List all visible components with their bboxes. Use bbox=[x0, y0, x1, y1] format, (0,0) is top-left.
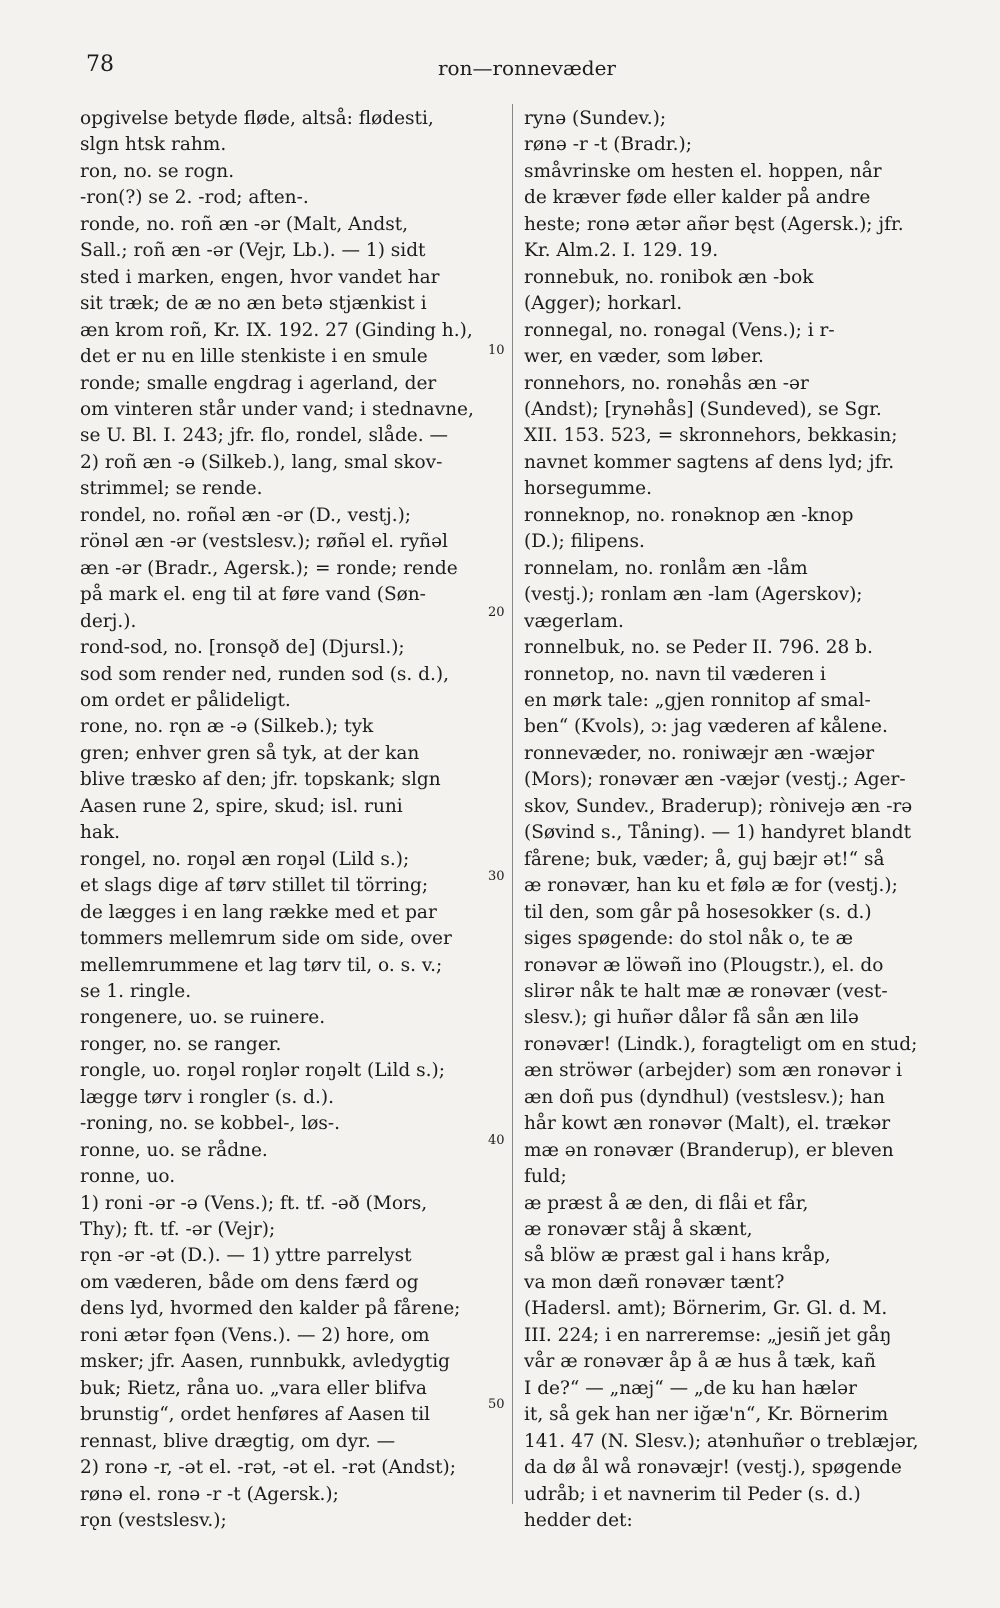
text-line: opgivelse betyde fløde, altså: flødesti, bbox=[80, 108, 434, 129]
text-line: -ron(?) se 2. -rod; aften-. bbox=[80, 187, 309, 209]
text-line: buk; Rietz, råna uo. „vara eller blifva bbox=[80, 1377, 427, 1399]
text-line: fårene; buk, væder; å, guj bæjr ət!“ så bbox=[524, 848, 885, 870]
running-head: ron—ronnevæder bbox=[438, 56, 616, 80]
text-line: -roning, no. se kobbel-, løs-. bbox=[80, 1113, 340, 1135]
text-line: (D.); filipens. bbox=[524, 531, 645, 553]
text-line: ronnelam, no. ronlåm æn -låm bbox=[524, 557, 808, 579]
text-line: 2) ronə -r, -ət el. -rət, -ət el. -rət (Andst); bbox=[80, 1457, 457, 1479]
text-line: ronnelbuk, no. se Peder II. 796. 28 b. bbox=[524, 637, 873, 659]
text-line: om væderen, både om dens færd og bbox=[80, 1271, 419, 1293]
text-line: ronne, uo. se rådne. bbox=[80, 1139, 268, 1161]
column-divider bbox=[512, 104, 513, 1504]
text-line: ronde; smalle engdrag i agerland, der bbox=[80, 372, 437, 394]
margin-line-number: 10 bbox=[488, 343, 505, 358]
text-line: æ ronəvær ståj å skænt, bbox=[524, 1219, 753, 1241]
text-line: hak. bbox=[80, 822, 121, 844]
text-line: Sall.; roñ æn -ər (Vejr, Lb.). — 1) sidt bbox=[80, 240, 426, 262]
text-line: 141. 47 (N. Slesv.); atənhuñər o treblæjər, bbox=[524, 1430, 919, 1452]
text-line: æn krom roñ, Kr. IX. 192. 27 (Ginding h.), bbox=[80, 319, 473, 341]
text-line: tommers mellemrum side om side, over bbox=[80, 928, 452, 950]
text-line: rongenere, uo. se ruinere. bbox=[80, 1007, 326, 1029]
text-line: sted i marken, engen, hvor vandet har bbox=[80, 266, 440, 288]
text-line: rone, no. rǫn æ -ə (Silkeb.); tyk bbox=[80, 716, 374, 738]
text-line: derj.). bbox=[80, 610, 137, 632]
text-line: ronne, uo. bbox=[80, 1166, 176, 1188]
text-line: udråb; i et navnerim til Peder (s. d.) bbox=[524, 1483, 861, 1505]
text-line: hedder det: bbox=[524, 1510, 633, 1532]
text-line: lægge tørv i rongler (s. d.). bbox=[80, 1086, 334, 1108]
text-line: ronger, no. se ranger. bbox=[80, 1033, 282, 1055]
text-line: æn ströwər (arbejder) som æn ronəvər i bbox=[524, 1060, 903, 1082]
text-line: rond-sod, no. [ronsǫð de] (Djursl.); bbox=[80, 637, 405, 659]
right-column bbox=[524, 106, 962, 1534]
text-line: rondel, no. roñəl æn -ər (D., vestj.); bbox=[80, 504, 412, 526]
text-line: ronnegal, no. ronəgal (Vens.); i r- bbox=[524, 319, 835, 341]
text-line: navnet kommer sagtens af dens lyd; jfr. bbox=[524, 451, 895, 473]
text-line: på mark el. eng til at føre vand (Søn- bbox=[80, 584, 426, 606]
text-line: Aasen rune 2, spire, skud; isl. runi bbox=[80, 795, 403, 817]
text-line: Kr. Alm.2. I. 129. 19. bbox=[524, 240, 719, 262]
text-line: va mon dæñ ronəvær tænt? bbox=[524, 1271, 785, 1293]
text-line: (vestj.); ronlam æn -lam (Agerskov); bbox=[524, 584, 863, 606]
text-line: skov, Sundev., Braderup); rònivejə æn -rə bbox=[524, 795, 913, 817]
text-line: en mørk tale: „gjen ronnitop af smal- bbox=[524, 689, 871, 711]
text-line: et slags dige af tørv stillet til törring; bbox=[80, 875, 429, 897]
text-line: rønə -r -t (Bradr.); bbox=[524, 134, 692, 156]
text-line: æ præst å æ den, di flåi et får, bbox=[524, 1192, 809, 1214]
text-line: om ordet er pålideligt. bbox=[80, 689, 291, 711]
text-line: rongel, no. roŋəl æn roŋəl (Lild s.); bbox=[80, 848, 410, 870]
text-line: slesv.); gi huñər dålər få sån æn lilə bbox=[524, 1007, 859, 1029]
margin-line-number: 20 bbox=[488, 605, 505, 620]
left-column bbox=[80, 106, 510, 1534]
text-line: sod som render ned, runden sod (s. d.), bbox=[80, 663, 450, 685]
text-line: ronəvər æ löwəñ ino (Plougstr.), el. do bbox=[524, 954, 884, 976]
text-line: mellemrummene et lag tørv til, o. s. v.; bbox=[80, 954, 443, 976]
text-line: heste; ronə ætər añər bęst (Agersk.); jfr. bbox=[524, 213, 904, 235]
text-line: æn -ər (Bradr., Agersk.); = ronde; rende bbox=[80, 557, 458, 579]
text-line: it, så gek han ner iğæ'n“, Kr. Börnerim bbox=[524, 1404, 889, 1426]
text-line: III. 224; i en narreremse: „jesiñ jet gåŋ bbox=[524, 1324, 892, 1346]
text-line: ronnevæder, no. roniwæjr æn -wæjər bbox=[524, 742, 875, 764]
text-line: se U. Bl. I. 243; jfr. flo, rondel, slåde. — bbox=[80, 425, 448, 447]
text-line: rǫn -ər -ət (D.). — 1) yttre parrelyst bbox=[80, 1245, 412, 1267]
text-line: (Agger); horkarl. bbox=[524, 293, 683, 315]
text-line: det er nu en lille stenkiste i en smule bbox=[80, 346, 428, 368]
text-line: wer, en væder, som løber. bbox=[524, 346, 764, 368]
text-line: (Hadersl. amt); Börnerim, Gr. Gl. d. M. bbox=[524, 1298, 888, 1320]
text-line: rǫn (vestslesv.); bbox=[80, 1510, 227, 1532]
text-line: dens lyd, hvormed den kalder på fårene; bbox=[80, 1298, 461, 1320]
text-line: ron, no. se rogn. bbox=[80, 160, 235, 182]
text-line: hår kowt æn ronəvər (Malt), el. trækər bbox=[524, 1113, 891, 1135]
text-line: småvrinske om hesten el. hoppen, når bbox=[524, 160, 882, 182]
text-line: msker; jfr. Aasen, runnbukk, avledygtig bbox=[80, 1351, 451, 1373]
text-line: 1) roni -ər -ə (Vens.); ft. tf. -əð (Mors, bbox=[80, 1192, 428, 1214]
text-line: brunstig“, ordet henføres af Aasen til bbox=[80, 1404, 431, 1426]
text-line: rennast, blive drægtig, om dyr. — bbox=[80, 1430, 396, 1452]
text-line: til den, som går på hosesokker (s. d.) bbox=[524, 901, 872, 923]
text-line: slgn htsk rahm. bbox=[80, 134, 227, 156]
margin-line-number: 50 bbox=[488, 1397, 505, 1412]
text-line: æ ronəvær, han ku et følə æ for (vestj.); bbox=[524, 875, 898, 897]
page-number: 78 bbox=[86, 52, 114, 77]
text-line: se 1. ringle. bbox=[80, 980, 192, 1002]
text-line: roni ætər fǫən (Vens.). — 2) hore, om bbox=[80, 1324, 430, 1346]
margin-line-number: 40 bbox=[488, 1133, 505, 1148]
text-line: de lægges i en lang række med et par bbox=[80, 901, 437, 923]
text-line: rynə (Sundev.); bbox=[524, 108, 667, 129]
text-line: ronneknop, no. ronəknop æn -knop bbox=[524, 504, 854, 526]
text-line: gren; enhver gren så tyk, at der kan bbox=[80, 742, 420, 764]
text-line: æn doñ pus (dyndhul) (vestslesv.); han bbox=[524, 1086, 885, 1108]
text-line: da dø ål wå ronəvæjr! (vestj.), spøgende bbox=[524, 1457, 902, 1479]
margin-line-number: 30 bbox=[488, 869, 505, 884]
text-line: så blöw æ præst gal i hans kråp, bbox=[524, 1245, 831, 1267]
text-line: de kræver føde eller kalder på andre bbox=[524, 187, 871, 209]
text-line: rongle, uo. roŋəl roŋlər roŋəlt (Lild s.); bbox=[80, 1060, 445, 1082]
text-line: (Mors); ronəvær æn -væjər (vestj.; Ager- bbox=[524, 769, 906, 791]
text-line: (Andst); [rynəhås] (Sundeved), se Sgr. bbox=[524, 398, 882, 420]
text-line: Thy); ft. tf. -ər (Vejr); bbox=[80, 1219, 276, 1241]
text-line: 2) roñ æn -ə (Silkeb.), lang, smal skov- bbox=[80, 451, 443, 473]
text-line: ronəvær! (Lindk.), foragteligt om en stud; bbox=[524, 1033, 918, 1055]
text-line: ben“ (Kvols), ɔ: jag væderen af kålene. bbox=[524, 716, 888, 738]
text-line: vægerlam. bbox=[524, 610, 624, 632]
text-line: fuld; bbox=[524, 1166, 567, 1188]
text-line: om vinteren står under vand; i stednavne, bbox=[80, 398, 474, 420]
text-line: I de?“ — „næj“ — „de ku han hælər bbox=[524, 1377, 857, 1399]
text-line: sit træk; de æ no æn betə stjænkist i bbox=[80, 293, 427, 315]
text-line: blive træsko af den; jfr. topskank; slgn bbox=[80, 769, 441, 791]
text-line: strimmel; se rende. bbox=[80, 478, 263, 500]
text-line: siges spøgende: do stol nåk o, te æ bbox=[524, 928, 853, 950]
text-line: vår æ ronəvær åp å æ hus å tæk, kañ bbox=[524, 1351, 876, 1373]
text-line: XII. 153. 523, = skronnehors, bekkasin; bbox=[524, 425, 898, 447]
text-line: ronnehors, no. ronəhås æn -ər bbox=[524, 372, 809, 394]
text-line: slirər nåk te halt mæ æ ronəvær (vest- bbox=[524, 980, 888, 1002]
text-line: ronde, no. roñ æn -ər (Malt, Andst, bbox=[80, 213, 409, 235]
text-line: (Søvind s., Tåning). — 1) handyret blandt bbox=[524, 822, 912, 844]
text-line: horsegumme. bbox=[524, 478, 653, 500]
text-line: mæ ən ronəvær (Branderup), er bleven bbox=[524, 1139, 894, 1161]
text-line: rønə el. ronə -r -t (Agersk.); bbox=[80, 1483, 339, 1505]
text-line: rönəl æn -ər (vestslesv.); røñəl el. ryñəl bbox=[80, 531, 448, 553]
text-line: ronnetop, no. navn til væderen i bbox=[524, 663, 826, 685]
text-line: ronnebuk, no. ronibok æn -bok bbox=[524, 266, 814, 288]
